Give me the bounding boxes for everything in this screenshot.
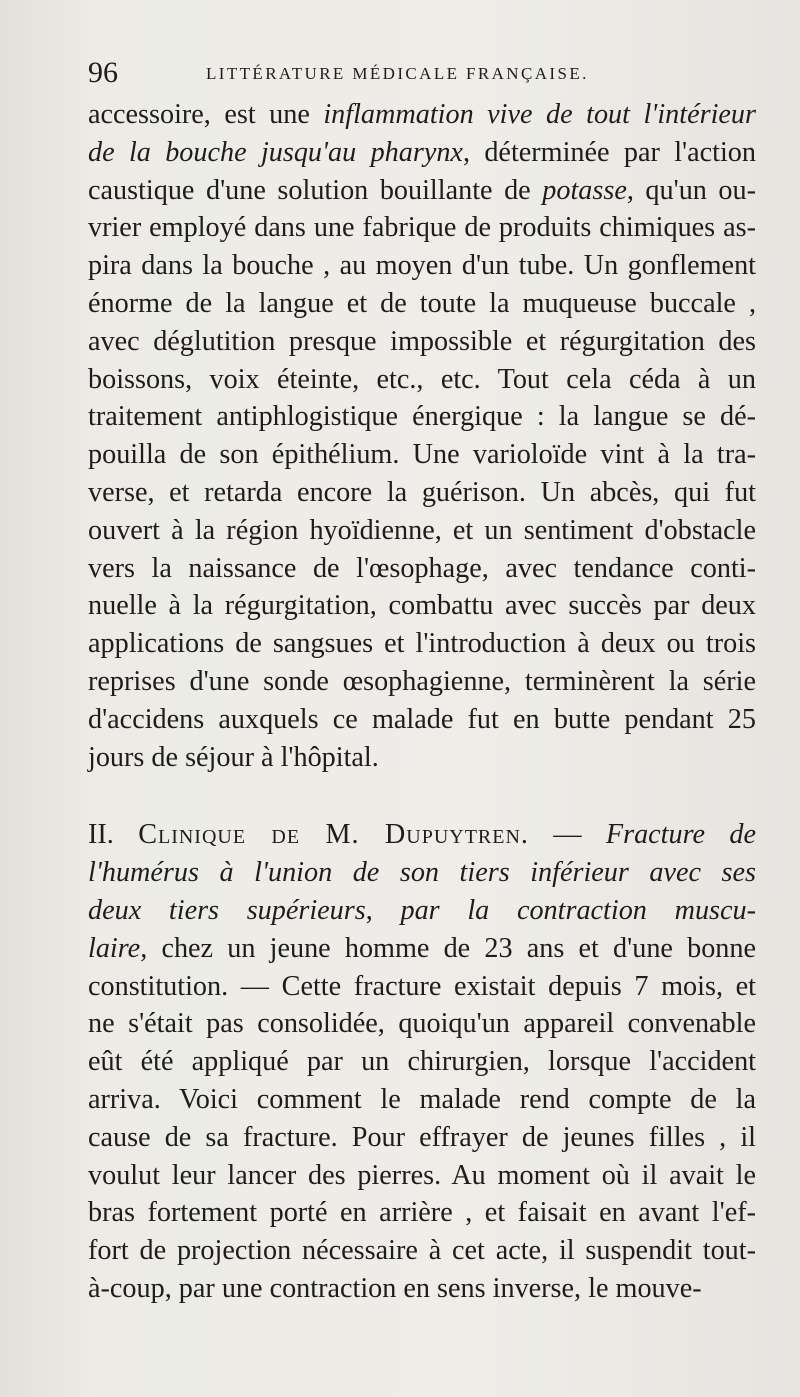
- text-segment: reprises d'une sonde œsophagienne, terminèrent la série: [88, 665, 756, 697]
- text-segment: cause de sa fracture. Pour effrayer de jeunes filles , il: [88, 1121, 756, 1153]
- text-segment: vers la naissance de l'œsophage, avec tendance conti-: [88, 552, 756, 584]
- text-segment: ne s'était pas consolidée, quoiqu'un appareil convenable: [88, 1008, 756, 1040]
- text-segment: fort de projection nécessaire à cet acte, il suspendit tout-: [88, 1235, 756, 1267]
- text-segment: énorme de la langue et de toute la muqueuse buccale ,: [88, 287, 756, 319]
- text-segment: vrier employé dans une fabrique de produits chimiques as-: [88, 212, 756, 244]
- text-line: [88, 1232, 756, 1270]
- text-segment: jours de séjour à l'hôpital.: [88, 741, 379, 773]
- text-line: [88, 96, 756, 134]
- paragraph-1: [88, 96, 756, 776]
- text-line: [88, 739, 756, 777]
- text-line: [88, 1043, 756, 1081]
- text-line: [88, 172, 756, 210]
- text-segment: pira dans la bouche , au moyen d'un tube. Un gonflement: [88, 250, 756, 282]
- text-segment: verse, et retarda encore la guérison. Un abcès, qui fut: [88, 476, 756, 508]
- text-line: [88, 285, 756, 323]
- text-line: [88, 1157, 756, 1195]
- italic-text: de la bouche jusqu'au pharynx: [88, 136, 463, 168]
- text-line: [88, 247, 756, 285]
- text-line: [88, 323, 756, 361]
- text-segment: traitement antiphlogistique énergique : la langue se dé-: [88, 401, 756, 433]
- text-line: [88, 625, 756, 663]
- italic-text: par la contraction muscu-: [400, 894, 757, 926]
- paragraph-gap: [88, 776, 756, 816]
- italic-text: l'humérus à l'union de son tiers inférieur avec ses: [88, 857, 756, 889]
- text-segment: d'accidens auxquels ce malade fut en butte pendant 25: [88, 703, 756, 735]
- text-line: [88, 930, 756, 968]
- text-segment: voulut leur lancer des pierres. Au moment où il avait le: [88, 1159, 756, 1191]
- text-line: [88, 134, 756, 172]
- text-line: [88, 1119, 756, 1157]
- text-line: [88, 968, 756, 1006]
- text-line: [88, 474, 756, 512]
- italic-text: laire,: [88, 932, 148, 964]
- page-header: [88, 56, 748, 90]
- paragraph-2: [88, 816, 756, 1307]
- text-line: [88, 1081, 756, 1119]
- text-segment: nuelle à la régurgitation, combattu avec succès par deux: [88, 590, 756, 622]
- text-line: [88, 436, 756, 474]
- text-segment: avec déglutition presque impossible et régurgitation des: [88, 325, 756, 357]
- text-segment: accessoire, est une: [88, 99, 324, 130]
- text-segment: , qu'un ou-: [626, 174, 757, 206]
- text-line: [88, 663, 756, 701]
- text-segment: arriva. Voici comment le malade rend compte de la: [88, 1083, 756, 1115]
- text-segment: caustique d'une solution bouillante de: [88, 174, 543, 206]
- text-line: [88, 854, 756, 892]
- text-line: [88, 209, 756, 247]
- small-caps-text: Clinique de M. Dupuytren.: [138, 819, 529, 851]
- text-segment: bras fortement porté en arrière , et faisait en avant l'ef-: [88, 1197, 756, 1229]
- text-line: [88, 701, 756, 739]
- text-segment: applications de sangsues et l'introduction à deux ou trois: [88, 628, 756, 660]
- text-line: [88, 1005, 756, 1043]
- text-segment: chez un jeune homme de 23 ans et d'une bonne: [147, 932, 756, 964]
- text-segment: eût été appliqué par un chirurgien, lorsque l'accident: [88, 1046, 756, 1078]
- italic-text: Fracture de: [605, 819, 757, 851]
- italic-text: deux tiers supérieurs: [88, 894, 366, 926]
- text-segment: —: [528, 819, 606, 851]
- text-line: [88, 512, 756, 550]
- text-line: [88, 892, 756, 930]
- page-number: 96: [88, 56, 118, 89]
- text-segment: II.: [88, 819, 139, 851]
- running-head: LITTÉRATURE MÉDICALE FRANÇAISE.: [206, 64, 589, 83]
- text-line: [88, 816, 756, 854]
- italic-text: inflammation vive de tout l'intérieur: [323, 99, 756, 130]
- italic-text: potasse: [542, 174, 627, 206]
- text-line: [88, 361, 756, 399]
- text-line: [88, 550, 756, 588]
- text-line: [88, 1270, 756, 1308]
- text-line: [88, 1194, 756, 1232]
- text-segment: à-coup, par une contraction en sens inverse, le mouve-: [88, 1272, 702, 1304]
- page-body: [88, 96, 756, 1308]
- text-line: [88, 587, 756, 625]
- text-segment: ouvert à la région hyoïdienne, et un sentiment d'obstacle: [88, 514, 756, 546]
- text-segment: , déterminée par l'action: [462, 136, 756, 168]
- text-segment: constitution. — Cette fracture existait depuis 7 mois, et: [88, 970, 756, 1002]
- text-segment: boissons, voix éteinte, etc., etc. Tout cela céda à un: [88, 363, 756, 395]
- text-segment: ,: [365, 894, 401, 926]
- text-segment: pouilla de son épithélium. Une varioloïde vint à la tra-: [88, 439, 756, 471]
- text-line: [88, 398, 756, 436]
